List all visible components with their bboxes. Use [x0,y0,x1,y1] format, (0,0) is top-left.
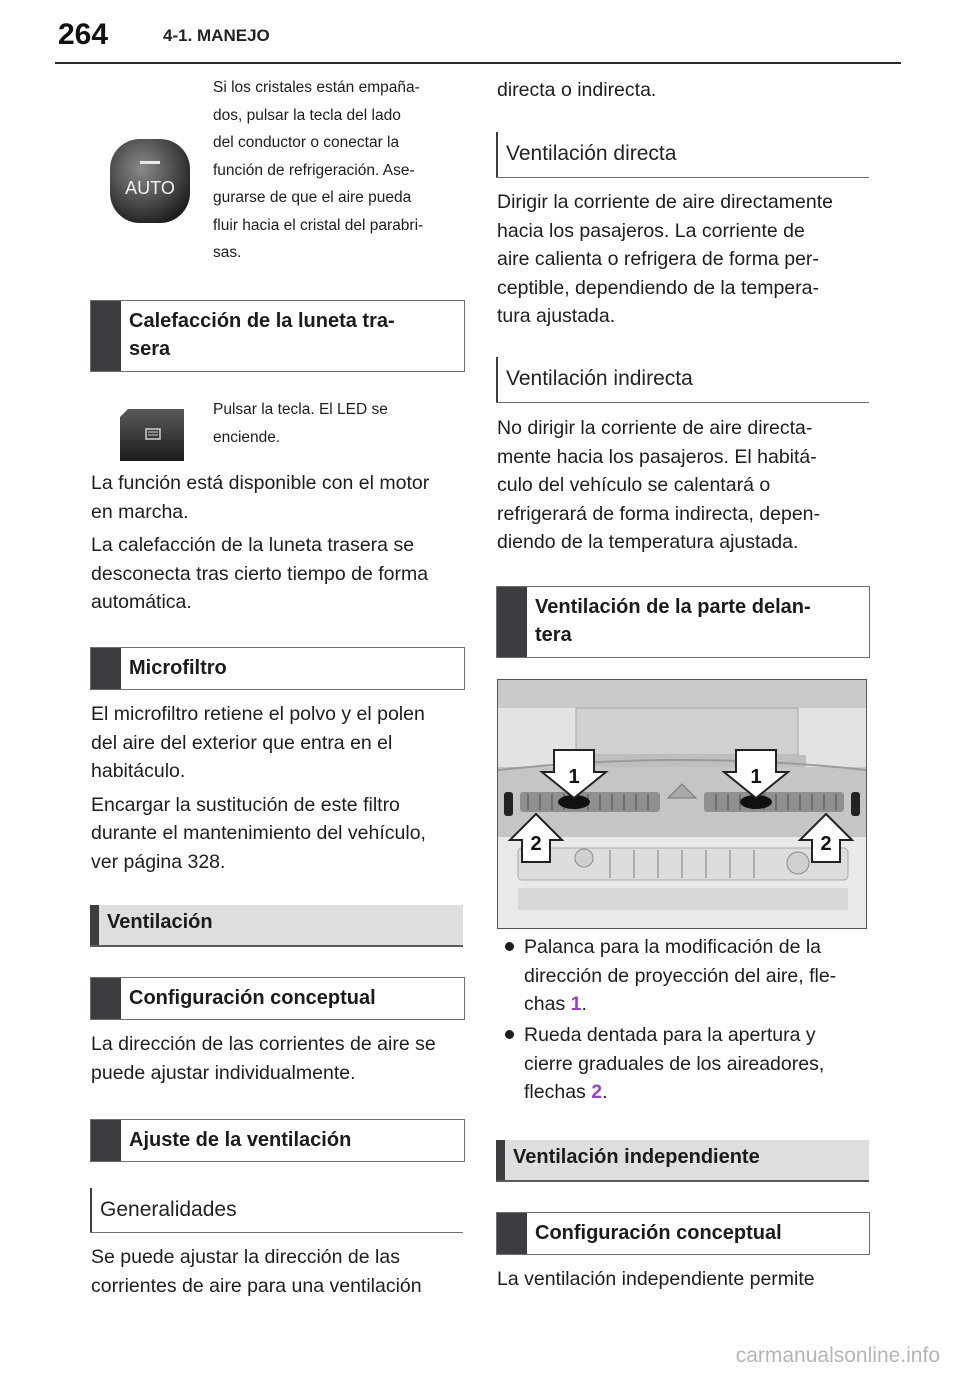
bullet-dot [505,1030,514,1039]
microfilter-heading: Microfiltro [90,647,465,690]
auto-description: Si los cristales están empaña- dos, pulsar la tecla del lado del conductor o conectar la función de refrigeración. Ase- gurarse de que el aire pueda fluir hacia el cristal del parabri- sas. [213,79,424,261]
lever-label-left: 1 [568,766,580,788]
rear-heating-key-description: Pulsar la tecla. El LED se enciende. [213,401,388,446]
rear-defrost-key-image [118,407,186,463]
microfilter-text: El microfiltro retiene el polvo y el polen del aire del exterior que entra en el habitáculo. Encargar la sustitución de este filtro durante el mantenimiento del vehículo, ver página 328. [91,703,426,873]
indirect-ventilation-text: No dirigir la corriente de aire directa- mente hacia los pasajeros. El habitá- culo del vehículo se calentará o refrigerará de forma indirecta, depen- diendo de la temperatura ajustada. [497,417,820,553]
bullet-wheel-text: Rueda dentada para la apertura y cierre graduales de los aireadores, flechas 2. [524,1024,825,1103]
intro-text: directa o indirecta. [497,79,657,101]
wheel-label-left: 2 [530,833,542,855]
independent-text: La ventilación independiente permite [497,1268,815,1290]
general-text: Se puede ajustar la dirección de las corrientes de aire para una ventilación [91,1246,422,1297]
wheel-label-right: 2 [820,833,832,855]
watermark: carmanualsonline.info [735,1344,940,1367]
concept-text: La dirección de las corrientes de aire se puede ajustar individualmente. [91,1033,436,1084]
indirect-ventilation-heading: Ventilación indirecta [496,357,869,403]
header-divider [55,62,901,64]
direct-ventilation-text: Dirigir la corriente de aire directamente hacia los pasajeros. La corriente de aire calienta o refrigera de forma per- ceptible, dependiendo de la tempera- tura ajustada. [497,191,833,327]
page-number: 264 [58,18,109,51]
independent-concept-heading: Configuración conceptual [496,1212,870,1255]
concept-heading: Configuración conceptual [90,977,465,1020]
general-heading: Generalidades [90,1188,463,1233]
rear-heating-heading: Calefacción de la luneta tra- sera [90,300,465,372]
bullet-lever-text: Palanca para la modificación de la dirección de proyección del aire, fle- chas 1. [524,936,837,1015]
rear-heating-text: La función está disponible con el motor en marcha. La calefacción de la luneta trasera se desconecta tras cierto tiempo de forma automática. [91,472,430,613]
auto-button-image [108,137,192,225]
ventilation-heading: Ventilación [90,905,463,947]
front-vents-illustration [497,679,867,929]
independent-ventilation-heading: Ventilación independiente [496,1140,869,1182]
lever-label-right: 1 [750,766,762,788]
auto-button-label: AUTO [125,178,175,198]
chapter-title: 4-1. MANEJO [163,26,270,45]
bullet-dot [505,942,514,951]
front-ventilation-heading: Ventilación de la parte delan- tera [496,586,870,658]
adjust-ventilation-heading: Ajuste de la ventilación [90,1119,465,1162]
direct-ventilation-heading: Ventilación directa [496,132,869,178]
